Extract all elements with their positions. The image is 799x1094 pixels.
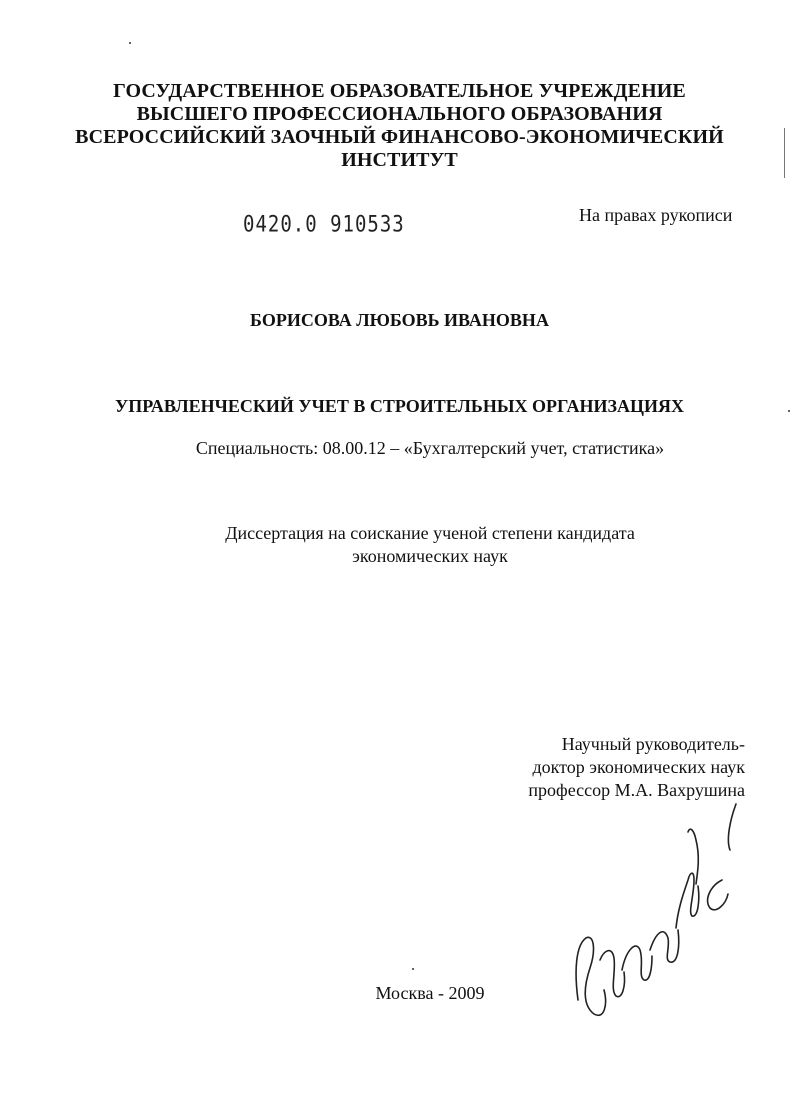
- header-line: ВСЕРОССИЙСКИЙ ЗАОЧНЫЙ ФИНАНСОВО-ЭКОНОМИЧЕСКИЙ: [75, 126, 724, 148]
- scan-speck: [412, 968, 414, 970]
- library-stamp-number: 0420.0 910533: [243, 212, 405, 238]
- specialty-line: Специальность: 08.00.12 – «Бухгалтерский учет, статистика»: [195, 438, 665, 458]
- supervisor-line: доктор экономических наук: [532, 757, 745, 777]
- supervisor-line: Научный руководитель-: [561, 734, 745, 754]
- header-line: ГОСУДАРСТВЕННОЕ ОБРАЗОВАТЕЛЬНОЕ УЧРЕЖДЕНИЕ: [113, 80, 686, 102]
- degree-line: экономических наук: [352, 546, 508, 566]
- institution-header: [0, 80, 799, 172]
- degree-line: Диссертация на соискание ученой степени кандидата: [225, 523, 635, 543]
- supervisor-line: профессор М.А. Вахрушина: [528, 780, 745, 800]
- supervisor-block: [528, 733, 745, 802]
- header-line: ВЫСШЕГО ПРОФЕССИОНАЛЬНОГО ОБРАЗОВАНИЯ: [136, 103, 663, 125]
- degree-statement: [0, 522, 799, 568]
- city-year: Москва - 2009: [375, 983, 485, 1003]
- manuscript-rights-note: На правах рукописи: [579, 205, 733, 225]
- dissertation-title: УПРАВЛЕНЧЕСКИЙ УЧЕТ В СТРОИТЕЛЬНЫХ ОРГАНИЗАЦИЯХ: [115, 396, 684, 416]
- scan-speck: [129, 42, 131, 44]
- header-line: ИНСТИТУТ: [341, 149, 458, 171]
- author-name: БОРИСОВА ЛЮБОВЬ ИВАНОВНА: [250, 310, 549, 330]
